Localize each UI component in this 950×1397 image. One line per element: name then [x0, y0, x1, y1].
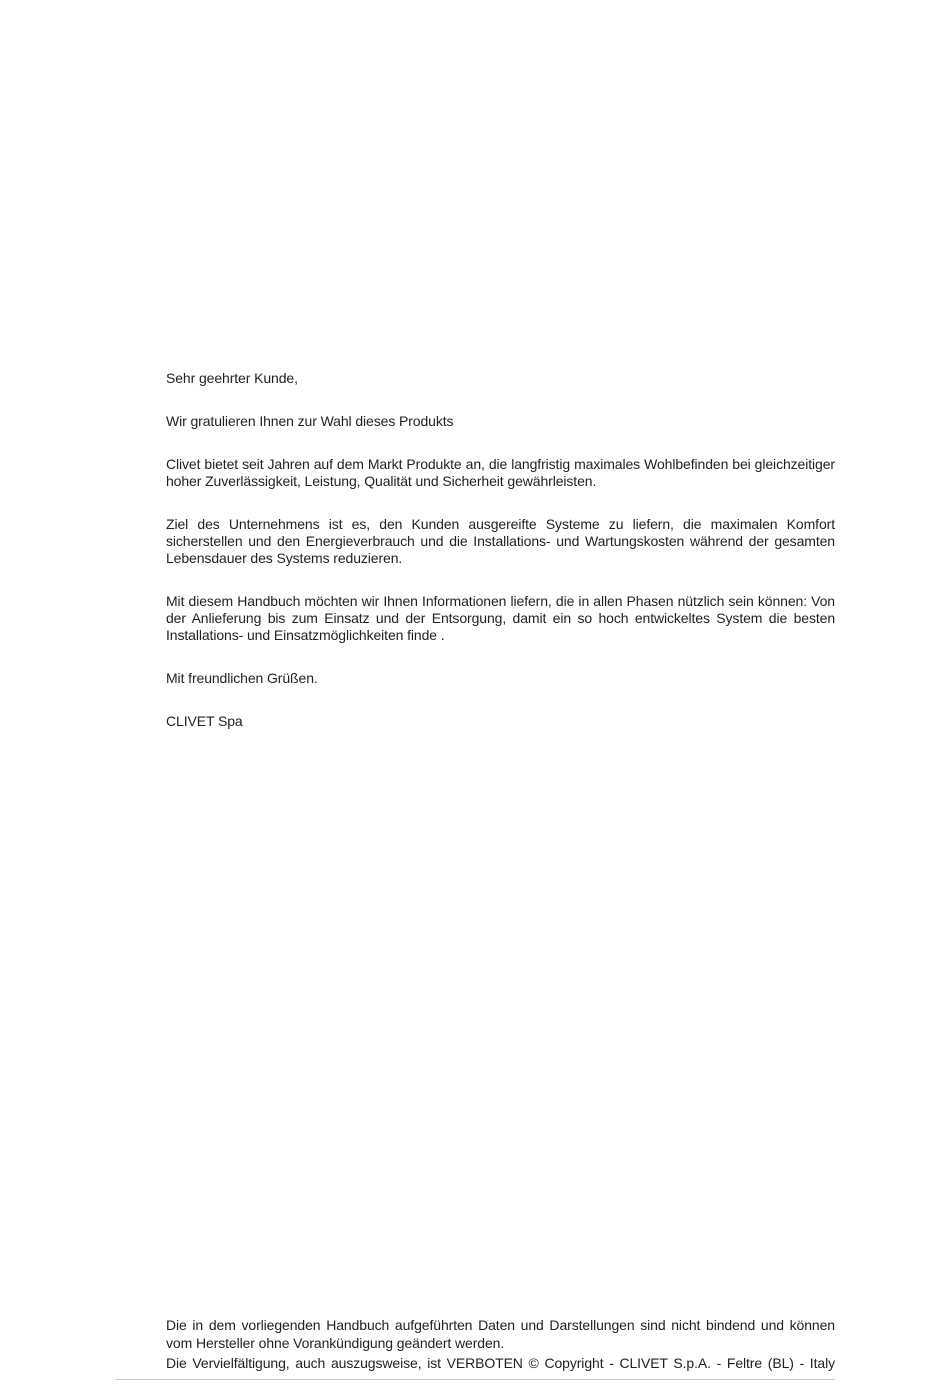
footer-copyright: Die Vervielfältigung, auch auszugsweise, ist VERBOTEN © Copyright - CLIVET S.p.A. - Feltre (BL) - Italy — [166, 1355, 835, 1371]
footer-disclaimer: Die in dem vorliegenden Handbuch aufgeführten Daten und Darstellungen sind nicht bindend und können vom Hersteller ohne Vorankündigung geändert werden. — [166, 1317, 835, 1351]
page-footer — [166, 1316, 835, 1372]
salutation: Sehr geehrter Kunde, — [166, 370, 298, 386]
manual-purpose-paragraph: Mit diesem Handbuch möchten wir Ihnen Informationen liefern, die in allen Phasen nützlich sein können: Von der Anlieferung bis zum Einsatz und der Entsorgung, damit ein so hoch entwickeltes System die besten Installations- und Einsatzmöglichkeiten finde . — [166, 593, 835, 643]
intro-paragraph: Clivet bietet seit Jahren auf dem Markt Produkte an, die langfristig maximales Wohlbefinden bei gleichzeitiger hoher Zuverlässigkeit, Leistung, Qualität und Sicherheit gewährleisten. — [166, 456, 835, 489]
company-goal-paragraph: Ziel des Unternehmens ist es, den Kunden ausgereifte Systeme zu liefern, die maximalen Komfort sicherstellen und den Energieverbrauch und die Installations- und Wartungskosten während der gesamten Lebensdauer des Systems reduzieren. — [166, 516, 835, 566]
customer-letter — [166, 370, 835, 730]
closing-line: Mit freundlichen Grüßen. — [166, 670, 318, 686]
congratulations-line: Wir gratulieren Ihnen zur Wahl dieses Produkts — [166, 413, 454, 429]
signature: CLIVET Spa — [166, 713, 243, 729]
footer-divider — [116, 1379, 835, 1380]
